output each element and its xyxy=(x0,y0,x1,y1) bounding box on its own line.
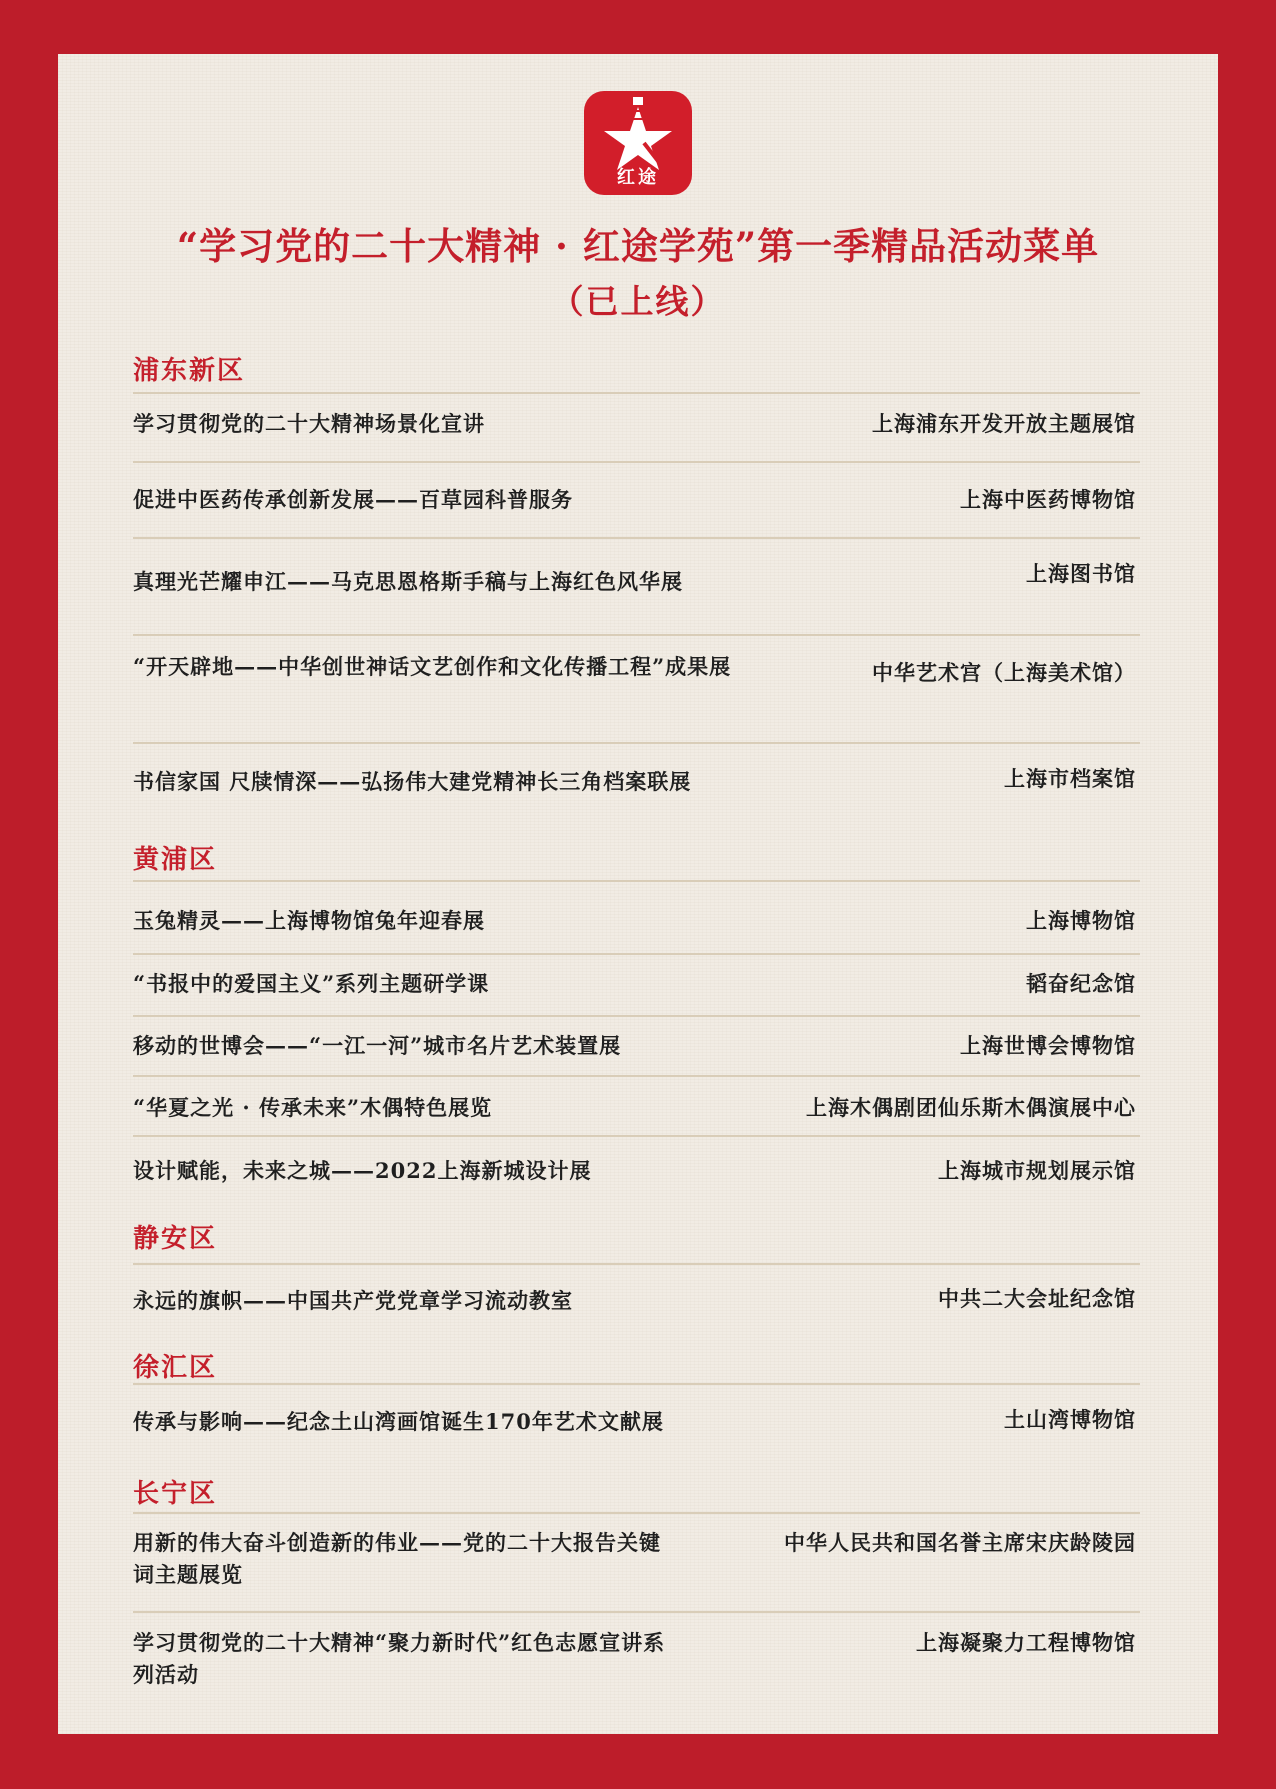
section-rule xyxy=(133,1263,1140,1265)
section-rule xyxy=(133,1512,1140,1514)
hongtu-logo xyxy=(584,91,692,195)
row-divider xyxy=(133,1015,1140,1017)
venue-name: 中华人民共和国名誉主席宋庆龄陵园 xyxy=(784,1530,1136,1555)
activity-title: 学习贯彻党的二十大精神场景化宣讲 xyxy=(133,411,485,436)
row-divider xyxy=(133,1075,1140,1077)
page-subtitle: （已上线） xyxy=(550,282,726,321)
activity-title: “书报中的爱国主义”系列主题研学课 xyxy=(133,971,490,996)
activity-title: 书信家国 尺牍情深——弘扬伟大建党精神长三角档案联展 xyxy=(133,769,692,794)
venue-name: 上海中医药博物馆 xyxy=(960,487,1136,512)
section-heading-jingan: 静安区 xyxy=(133,1224,218,1254)
section-heading-huangpu: 黄浦区 xyxy=(133,845,218,875)
venue-name: 上海浦东开发开放主题展馆 xyxy=(872,411,1136,436)
page-title: “学习党的二十大精神 · 红途学苑”第一季精品活动菜单 xyxy=(176,224,1100,268)
venue-name: 上海市档案馆 xyxy=(1004,766,1136,791)
section-heading-changning: 长宁区 xyxy=(133,1479,218,1509)
activity-title: 永远的旗帜——中国共产党党章学习流动教室 xyxy=(133,1288,573,1313)
section-heading-pudong: 浦东新区 xyxy=(133,356,246,386)
logo-text: 红途 xyxy=(617,167,659,188)
venue-name: 上海博物馆 xyxy=(1026,908,1136,933)
activity-title: 用新的伟大奋斗创造新的伟业——党的二十大报告关键词主题展览 xyxy=(133,1530,661,1587)
venue-name: 上海木偶剧团仙乐斯木偶演展中心 xyxy=(806,1095,1136,1120)
section-rule xyxy=(133,392,1140,394)
venue-name: 韬奋纪念馆 xyxy=(1026,971,1136,996)
section-rule xyxy=(133,880,1140,882)
row-divider xyxy=(133,953,1140,955)
row-divider xyxy=(133,742,1140,744)
activity-title: 促进中医药传承创新发展——百草园科普服务 xyxy=(133,487,573,512)
activity-title: 移动的世博会——“一江一河”城市名片艺术装置展 xyxy=(133,1033,622,1058)
venue-name: 上海凝聚力工程博物馆 xyxy=(916,1630,1136,1655)
venue-name: 上海世博会博物馆 xyxy=(960,1033,1136,1058)
activity-title: “开天辟地——中华创世神话文艺创作和文化传播工程”成果展 xyxy=(133,654,732,679)
activity-title: “华夏之光 · 传承未来”木偶特色展览 xyxy=(133,1095,493,1120)
section-rule xyxy=(133,1383,1140,1385)
section-heading-xuhui: 徐汇区 xyxy=(133,1353,218,1383)
venue-name: 上海城市规划展示馆 xyxy=(938,1158,1136,1183)
row-divider xyxy=(133,1611,1140,1613)
venue-name: 中华艺术宫（上海美术馆） xyxy=(872,660,1136,685)
activity-title: 学习贯彻党的二十大精神“聚力新时代”红色志愿宣讲系列活动 xyxy=(133,1630,666,1687)
venue-name: 土山湾博物馆 xyxy=(1004,1407,1136,1432)
venue-name: 中共二大会址纪念馆 xyxy=(938,1286,1136,1311)
activity-title: 设计赋能，未来之城——2022上海新城设计展 xyxy=(133,1158,592,1183)
activity-title: 传承与影响——纪念土山湾画馆诞生170年艺术文献展 xyxy=(133,1409,664,1434)
activity-title: 玉兔精灵——上海博物馆兔年迎春展 xyxy=(133,908,485,933)
row-divider xyxy=(133,1135,1140,1137)
row-divider xyxy=(133,461,1140,463)
row-divider xyxy=(133,634,1140,636)
venue-name: 上海图书馆 xyxy=(1026,561,1136,586)
activity-title: 真理光芒耀申江——马克思恩格斯手稿与上海红色风华展 xyxy=(133,569,683,594)
row-divider xyxy=(133,537,1140,539)
